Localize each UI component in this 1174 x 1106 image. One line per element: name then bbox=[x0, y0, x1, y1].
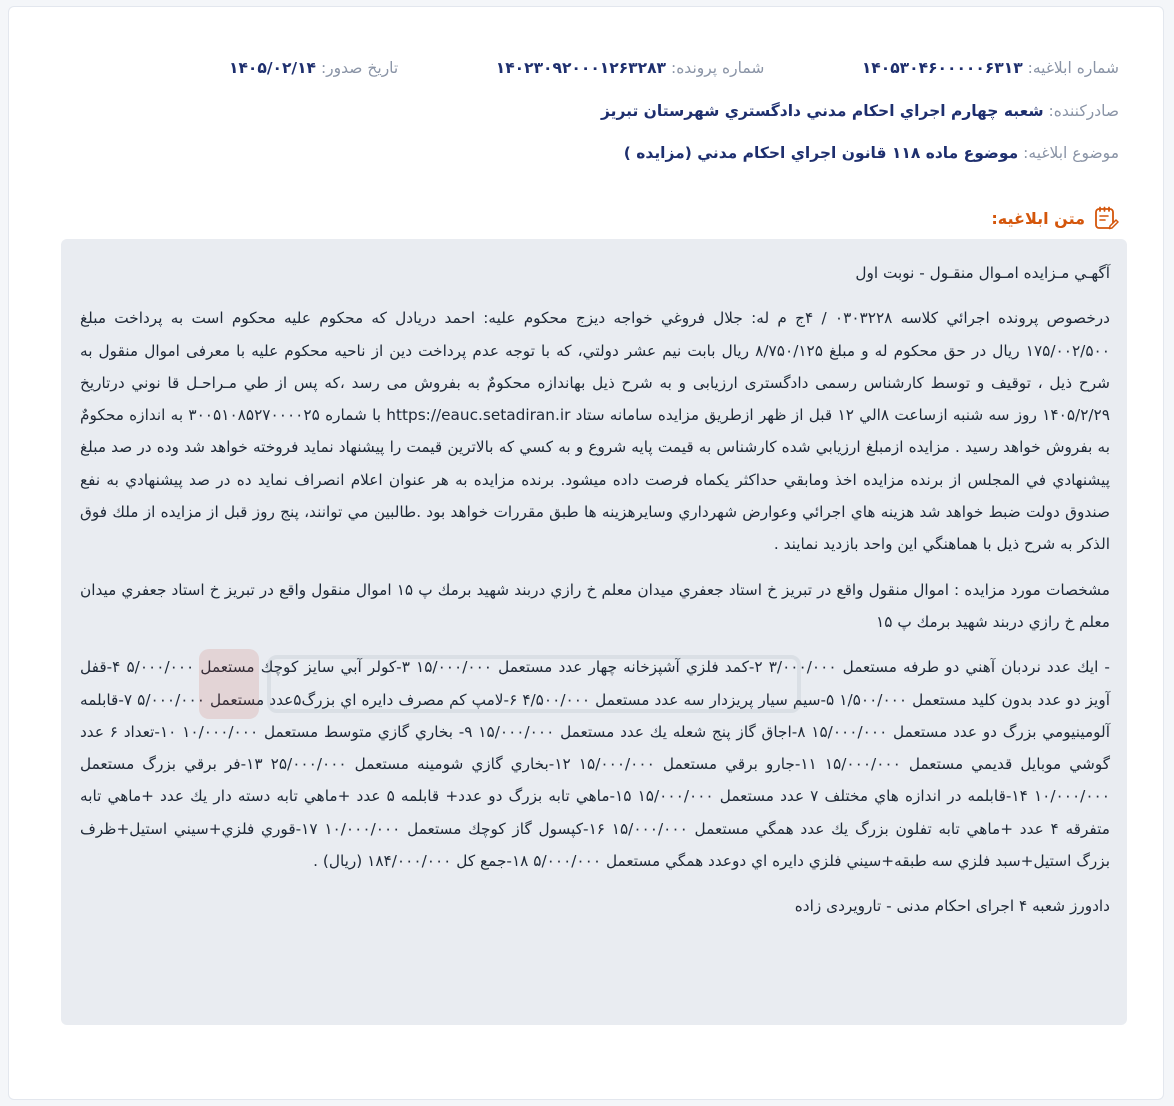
notice-card bbox=[8, 6, 1164, 1100]
notice-paragraph-main: درخصوص پرونده اجرائي كلاسه ۰۳۰۳۲۲۸ / ۴ج م له: جلال فروغي خواجه ديزج محكوم عليه: احمد دريادل كه محكوم عليه محكوم است به پرداخت مبلغ ۱۷۵/۰۰۲/۵۰۰ ريال در حق محكوم له و مبلغ ۸/۷۵۰/۱۲۵ ريال بابت نيم عشر دولتي، كه با توجه عدم پرداخت دين از ناحيه محكوم عليه با معرفی اموال منقول به شرح ذيل ، توقيف و توسط كارشناس رسمی دادگستری ارزيابی و به شرح ذيل بهاندازه محكومٌ به بفروش می رسد ،كه پس از طي مـراحـل قا نوني درتاريخ ۱۴۰۵/۲/۲۹ روز سه شنبه ازساعت ۸الي ۱۲ قبل از ظهر ازطريق مزايده سامانه ستاد https://eauc.setadiran.ir با شماره ۳۰۰۵۱۰۸۵۲۷۰۰۰۰۲۵ به اندازه محکومٌ به بفروش خواهد رسيد . مزايده ازمبلغ ارزيابي شده كارشناس به قيمت پايه شروع و به كسي كه بالاترين قيمت را پيشنهاد نمايد فروخته خواهد شد وده در صد مبلغ پيشنهادي في المجلس از برنده مزايده اخذ ومابقي حداكثر يكماه فرصت داده ميشود. برنده مزايده به هر عنوان اعلام انصراف نمايد ده در صد پيشنهادي به نفع صندوق دولت ضبط خواهد شد هزينه هاي اجرائي وعوارض شهرداري وسايرهزينه ها طبق مقررات خواهد بود .طالبين مي توانند، پنج روز قبل از مزايده از ملك فوق الذكر به شرح ذيل با هماهنگي اين واحد بازديد نمايند . bbox=[80, 309, 1110, 554]
subject-label: موضوع ابلاغیه: bbox=[1023, 144, 1119, 162]
case-number-label: شماره پرونده: bbox=[670, 59, 765, 77]
notice-number: ۱۴۰۵۳۰۴۶۰۰۰۰۰۶۳۱۳ bbox=[861, 59, 1023, 77]
subject-row bbox=[624, 144, 1119, 162]
issuer-label: صادرکننده: bbox=[1048, 102, 1119, 120]
issue-date-field bbox=[229, 59, 398, 77]
notice-number-field bbox=[862, 59, 1119, 77]
notice-number-label: شماره ابلاغیه: bbox=[1027, 59, 1119, 77]
case-number-field bbox=[496, 59, 765, 77]
notice-paragraph-items: - ايك عدد نردبان آهني دو طرفه مستعمل ۳/۰۰۰/۰۰۰ ۲-كمد فلزي آشپزخانه چهار عدد مستعمل ۱۵/۰۰۰/۰۰۰ ۳-كولر آبي سايز كوچك مستعمل ۵/۰۰۰/۰۰۰ ۴-قفل آويز دو عدد بدون كليد مستعمل ۱/۵۰۰/۰۰۰ ۵-سيم سيار پريزدار سه عدد مستعمل ۴/۵۰۰/۰۰۰ ۶-لامپ كم مصرف دايره اي بزرگ۵عدد مستعمل ۵/۰۰۰/۰۰۰ ۷-قابلمه آلومينيومي بزرگ دو عدد مستعمل ۱۵/۰۰۰/۰۰۰ ۸-اجاق گاز پنج شعله يك عدد مستعمل ۱۵/۰۰۰/۰۰۰ ۹- بخاري گازي متوسط مستعمل ۱۰/۰۰۰/۰۰۰ ۱۰-تعداد ۶ عدد گوشي موبايل قديمي مستعمل ۱۵/۰۰۰/۰۰۰ ۱۱-جارو برقي مستعمل ۱۵/۰۰۰/۰۰۰ ۱۲-بخاري گازي شومينه مستعمل ۲۵/۰۰۰/۰۰۰ ۱۳-فر برقي بزرگ مستعمل ۱۰/۰۰۰/۰۰۰ ۱۴-قابلمه در اندازه هاي مختلف ۷ عدد مستعمل ۱۵/۰۰۰/۰۰۰ ۱۵-ماهي تابه بزرگ دو عدد+ قابلمه ۵ عدد +ماهي تابه دسته دار يك عدد +ماهي تابه متفرقه ۴ عدد +ماهي تابه تفلون بزرگ يك عدد همگي مستعمل ۱۵/۰۰۰/۰۰۰ ۱۶-كپسول گاز كوچك مستعمل ۱۰/۰۰۰/۰۰۰ ۱۷-قوري فلزي+سيني استيل+ظرف بزرگ استيل+سبد فلزي سه طبقه+سيني فلزي دايره اي دوعدد همگي مستعمل ۵/۰۰۰/۰۰۰ ۱۸-جمع كل ۱۸۴/۰۰۰/۰۰۰ (ريال) . bbox=[80, 658, 1110, 871]
notice-text-box bbox=[61, 239, 1127, 1025]
issuer: شعبه چهارم اجراي احكام مدني دادگستري شهرستان تبريز bbox=[601, 102, 1044, 120]
notice-heading: آگهـي مـزايده امـوال منقـول - نوبت اول bbox=[855, 264, 1110, 282]
meta-row-numbers bbox=[229, 59, 1119, 77]
section-heading bbox=[991, 205, 1119, 231]
section-title: متن ابلاغیه: bbox=[991, 208, 1085, 228]
case-number: ۱۴۰۲۳۰۹۲۰۰۰۱۲۶۳۲۸۳ bbox=[495, 59, 667, 77]
subject: موضوع ماده ۱۱۸ قانون اجراي احكام مدني (مزايده ) bbox=[623, 144, 1019, 162]
issue-date-label: تاریخ صدور: bbox=[320, 59, 399, 77]
notice-paragraph-specs: مشخصات مورد مزايده : اموال منقول واقع در تبريز خ استاد جعفري ميدان معلم خ رازي دربند شهيد برمك پ ۱۵ اموال منقول واقع در تبريز خ استاد جعفري ميدان معلم خ رازي دربند شهيد برمك پ ۱۵ bbox=[80, 580, 1110, 631]
issue-date: ۱۴۰۵/۰۲/۱۴ bbox=[229, 59, 317, 77]
issuer-row bbox=[601, 102, 1119, 120]
notice-signature: دادورز شعبه ۴ اجرای احکام مدنی - تارویردی زاده bbox=[794, 897, 1110, 916]
note-edit-icon bbox=[1093, 205, 1119, 231]
